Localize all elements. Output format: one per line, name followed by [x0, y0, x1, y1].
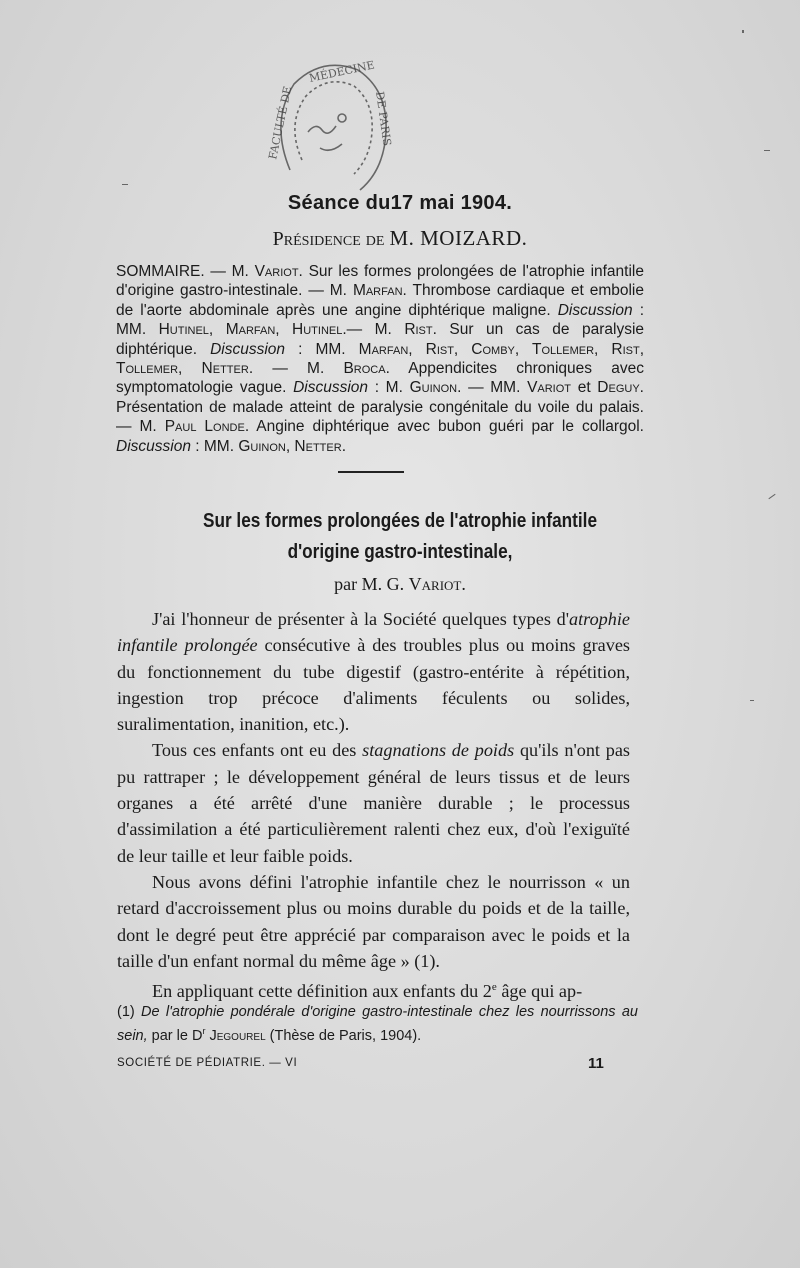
summary-segment: Discussion: [557, 301, 633, 319]
session-day: 17: [390, 192, 414, 214]
body-paragraph-2: [117, 737, 630, 868]
session-date: mai 1904.: [419, 192, 513, 214]
summary-segment: : MM.: [116, 301, 644, 339]
presidency-label: Présidence de: [272, 228, 385, 250]
summary-segment: Discussion: [210, 340, 286, 358]
byline-prefix: par M. G.: [334, 574, 409, 594]
library-stamp: [262, 52, 394, 202]
summary-segment: .— M.: [342, 321, 405, 339]
ordinal-superscript: e: [491, 981, 497, 994]
paragraph-emphasis: atrophie infantile prolongée: [117, 609, 630, 656]
scan-speck: [764, 150, 770, 151]
summary-segment: . Appendicites chroniques avec symptomatologie vague.: [116, 360, 644, 397]
summary-segment: . Thrombose cardiaque et embolie de l'aorte abdominale après une angine diphtérique maligne.: [116, 282, 644, 319]
presidency-line: [0, 226, 800, 251]
scan-speck: [122, 184, 128, 185]
article-title: [56, 506, 744, 568]
body-paragraph-1: [117, 606, 630, 737]
summary-paragraph: [116, 262, 644, 456]
body-paragraph-4: [117, 974, 630, 1004]
summary-segment: Deguy: [597, 379, 640, 397]
footnote-text: (Thèse de Paris, 1904).: [265, 1027, 422, 1044]
article-byline: [0, 574, 800, 595]
page-number: 11: [588, 1055, 604, 1072]
footnote-text: par le D: [147, 1027, 203, 1044]
summary-segment: Variot: [254, 263, 299, 280]
summary-segment: Guinon: [409, 379, 458, 397]
paragraph-text: En appliquant cette définition aux enfants du 2: [152, 981, 492, 1002]
summary-segment: Rist: [404, 321, 433, 339]
article-body: [117, 606, 630, 1005]
summary-segment: Discussion: [116, 437, 191, 455]
summary-segment: Hutinel, Marfan, Hutinel: [158, 321, 343, 339]
footnote-title: De l'atrophie pondérale d'origine gastro-intestinale chez les nourrissons au sein,: [117, 1004, 639, 1044]
summary-segment: et: [571, 379, 598, 397]
paragraph-text: consécutive à des troubles plus ou moins graves du fonctionnement du tube digestif (gastro-entérite à répétition, ingestion trop précoce d'aliments féculents ou solides, suralimentation, inanition, etc.).: [117, 635, 630, 735]
summary-segment: SOMMAIRE. — M.: [116, 263, 255, 280]
section-divider: [338, 471, 404, 473]
summary-segment: . Sur un cas de paralysie diphtérique.: [116, 321, 645, 358]
summary-segment: .: [341, 437, 346, 455]
paragraph-emphasis: stagnations de poids: [362, 740, 515, 761]
summary-segment: . Présentation de malade atteint de paralysie congénitale du voile du palais. — M.: [116, 379, 644, 436]
running-footer: SOCIÉTÉ DE PÉDIATRIE. — VI: [117, 1057, 298, 1069]
byline-author: Variot: [408, 574, 462, 594]
summary-segment: Variot: [527, 379, 572, 397]
summary-segment: Marfan, Rist, Comby, Tollemer, Rist, Tollemer, Netter: [116, 340, 645, 378]
scan-speck: [750, 700, 754, 701]
article-title-line-1: Sur les formes prolongées de l'atrophie infantile: [202, 510, 598, 532]
body-paragraph-3: [117, 869, 630, 974]
footnote-marker: (1): [117, 1004, 142, 1020]
paragraph-text: qu'ils n'ont pas pu rattraper ; le développement général de leurs tissus et de leurs organes a été arrêté d'une manière durable ; le processus d'assimilation a été particulièrement ralenti chez eux, d'où l'exiguïté de leur taille et leur faible poids.: [117, 740, 630, 866]
summary-segment: : MM.: [190, 437, 239, 455]
paragraph-text: Tous ces enfants ont eu des: [152, 740, 363, 761]
summary-segment: Marfan: [352, 282, 403, 300]
summary-segment: Paul Londe: [164, 418, 245, 436]
president-name: M. MOIZARD.: [389, 226, 528, 250]
footnote: [117, 1003, 638, 1046]
footnote-superscript: r: [202, 1026, 206, 1036]
summary-segment: . Sur les formes prolongées de l'atrophie infantile d'origine gastro-intestinale. — M.: [116, 263, 644, 300]
footnote-author: Jegourel: [209, 1027, 266, 1044]
byline-suffix: .: [461, 574, 466, 594]
paragraph-text: âge qui ap-: [496, 981, 583, 1002]
paragraph-text: Nous avons défini l'atrophie infantile chez le nourrisson « un retard d'accroissement plus ou moins durable du poids et de la taille, dont le degré peut être apprécié par comparaison avec le poids et la taille d'un enfant normal du même âge » (1).: [117, 871, 630, 971]
session-prefix: Séance du: [287, 192, 391, 214]
article-title-line-2: d'origine gastro-intestinale,: [287, 541, 513, 563]
summary-segment: . Angine diphtérique avec bubon guéri par le collargol.: [244, 418, 644, 436]
summary-segment: Guinon, Netter: [238, 437, 342, 455]
stamp-text-right: DE PARIS: [373, 90, 394, 147]
session-heading: [0, 192, 800, 215]
summary-segment: Broca: [343, 360, 386, 378]
scan-speck: [742, 30, 744, 33]
scan-speck: [768, 494, 775, 499]
stamp-text-left: FACULTÉ DE: [266, 85, 295, 161]
summary-segment: : M.: [368, 379, 410, 397]
summary-segment: Discussion: [293, 379, 369, 397]
paragraph-text: J'ai l'honneur de présenter à la Société quelques types d': [152, 609, 570, 629]
summary-segment: : MM.: [285, 340, 359, 358]
summary-segment: . — M.: [248, 360, 344, 378]
stamp-text-top: MÉDECINE: [307, 58, 376, 85]
summary-segment: . — MM.: [457, 379, 528, 397]
